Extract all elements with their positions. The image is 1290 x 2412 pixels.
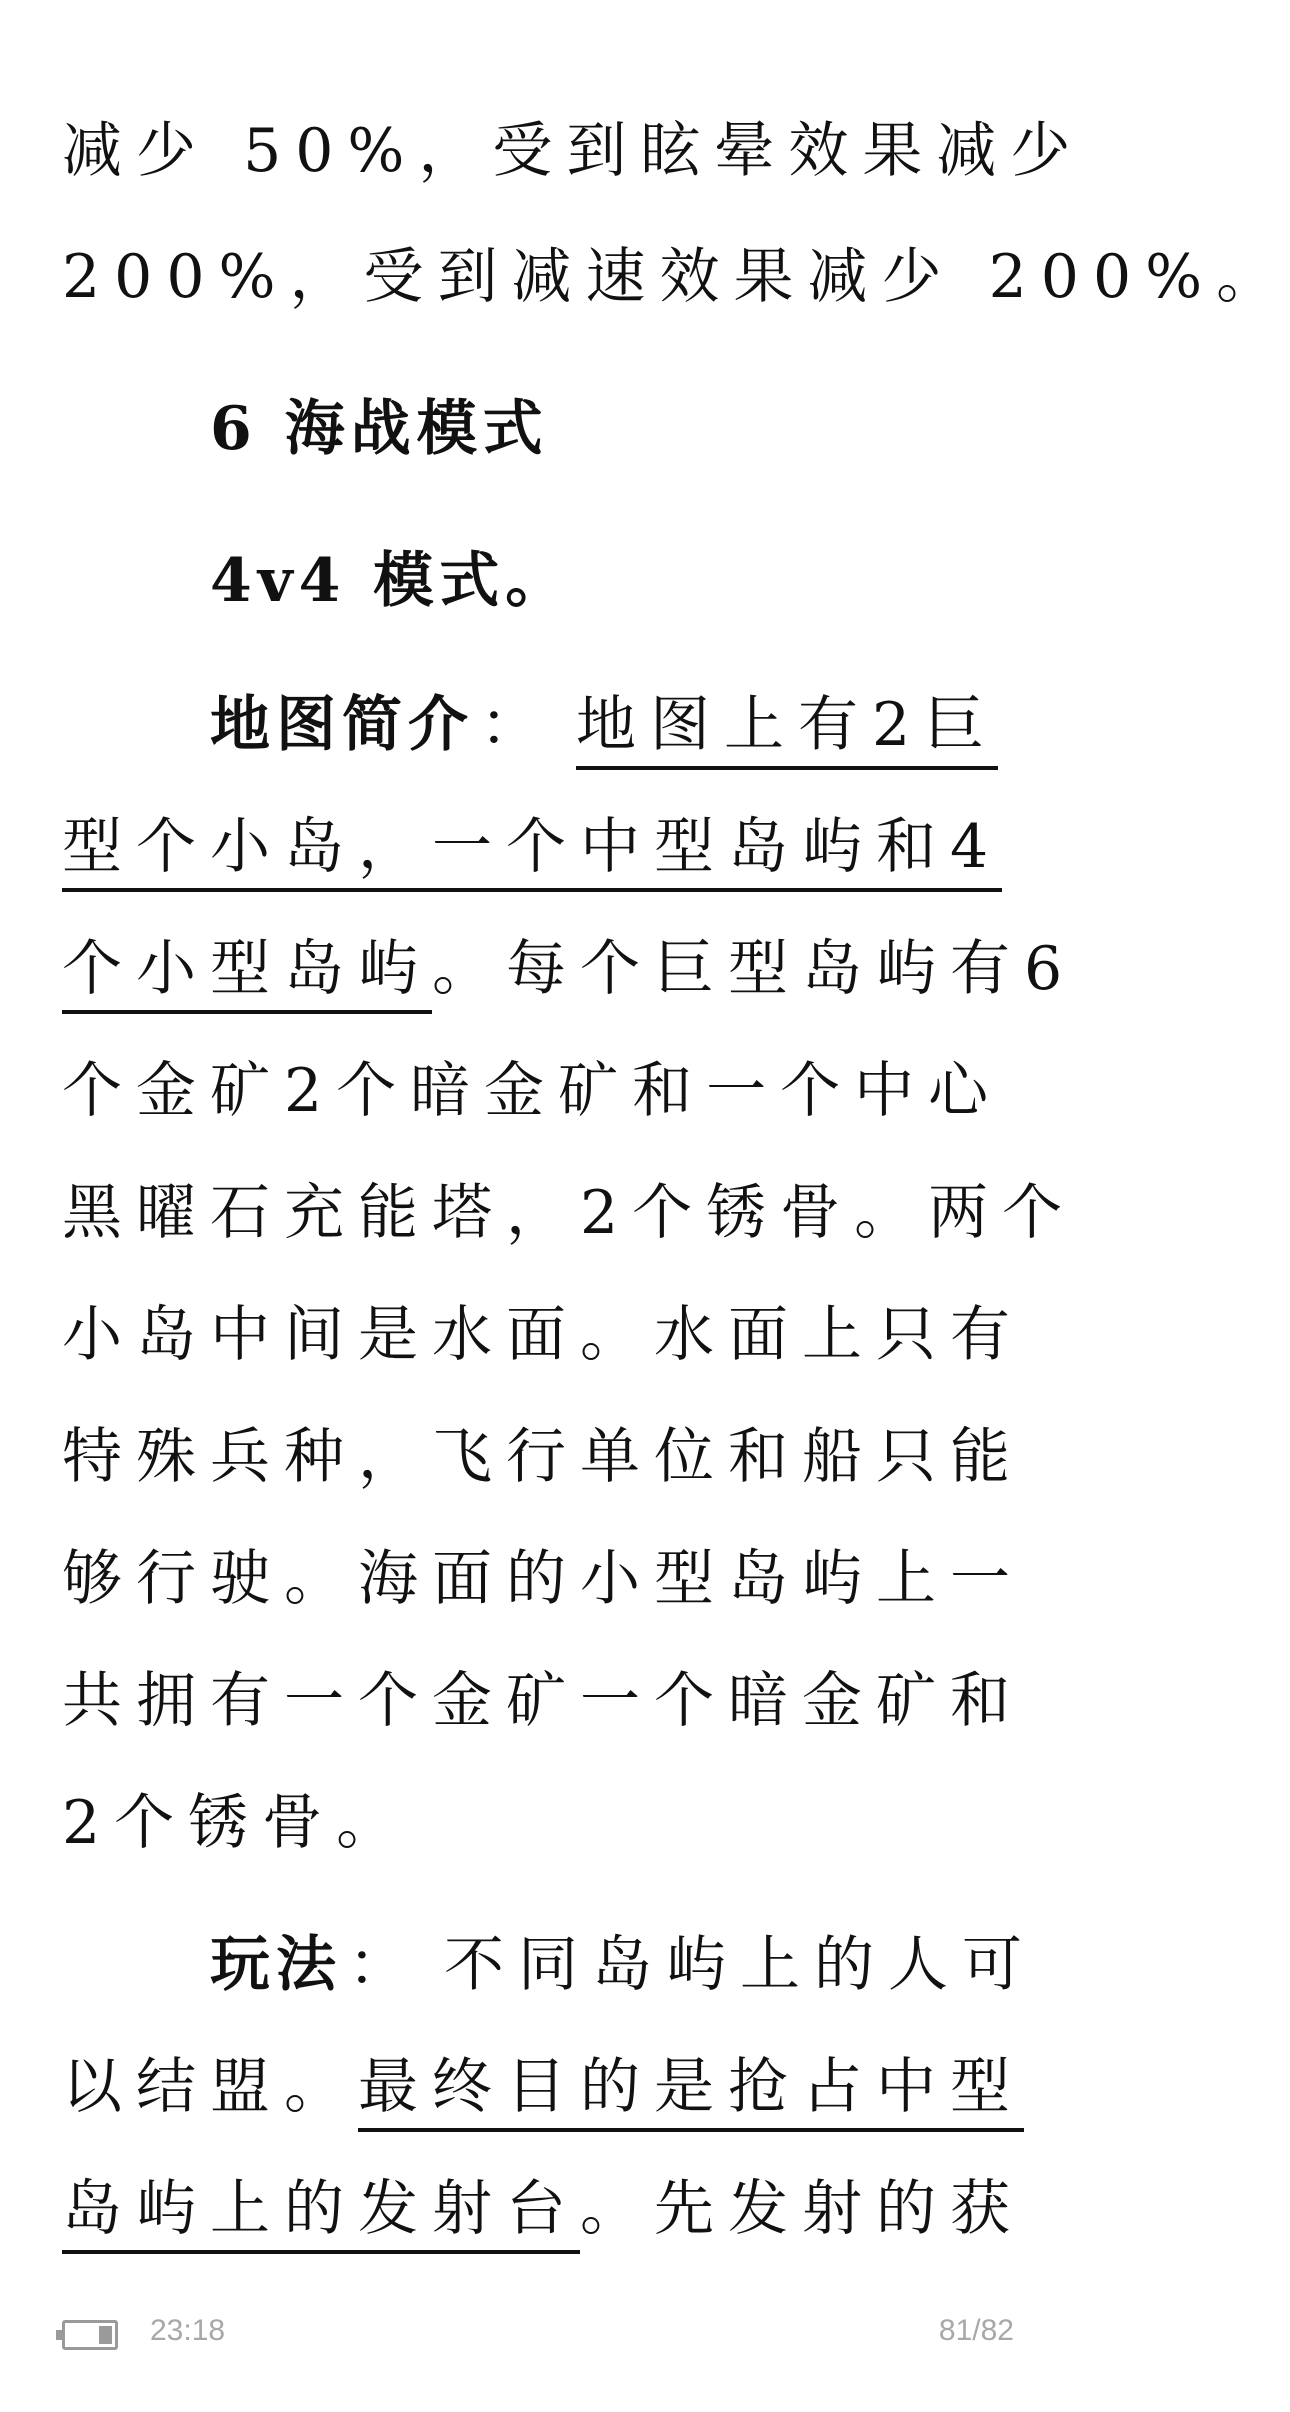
text-line [62,106,1085,196]
reader-status-bar [0,2292,1080,2412]
underlined-text: 岛屿上的发射台 [62,2174,580,2254]
battery-terminal [56,2330,62,2340]
text-line: 特殊兵种，飞行单位和船只能 [62,1422,1024,1492]
gameplay-colon: ： [348,1930,422,2000]
section-heading: 6 海战模式 [210,394,549,464]
text-line [62,2042,1024,2132]
underlined-text: 个小型岛屿 [62,934,432,1014]
text-line [62,924,1077,1014]
text-segment: 以结盟。 [62,2052,358,2122]
text-segment: 。先发射的获 [580,2174,1024,2244]
underlined-text: 最终目的是抢占中型 [358,2052,1024,2132]
text-line: 小岛中间是水面。水面上只有 [62,1300,1024,1370]
text-line: 黑曜石充能塔，2个锈骨。两个 [62,1178,1077,1248]
clock-time: 23:18 [150,2314,226,2347]
map-intro-label: 地图简介 [210,690,474,760]
battery-icon [62,2320,118,2350]
text-segment: 不同岛屿上的人可 [444,1930,1036,2000]
text-line [62,802,1010,892]
text-line [62,2164,1024,2254]
underlined-text: 地图上有2巨 [576,690,998,770]
mode-line: 4v4 模式。 [210,546,572,616]
text-line: 2个锈骨。 [62,1788,411,1858]
map-intro-colon: ： [480,690,554,760]
battery-level-fill [99,2326,112,2344]
text-line-content: 200%，受到减速效果减少 200%。 [62,242,1290,312]
text-line [62,232,1290,322]
text-line: 共拥有一个金矿一个暗金矿和 [62,1666,1024,1736]
underlined-text: 型个小岛，一个中型岛屿和4 [62,812,1002,892]
text-line: 个金矿2个暗金矿和一个中心 [62,1056,1003,1126]
text-line-content: 减少 50%，受到眩晕效果减少 [62,116,1085,186]
text-segment: 。每个巨型岛屿有6 [432,934,1077,1004]
map-intro-line [210,680,1010,770]
text-line: 够行驶。海面的小型岛屿上一 [62,1544,1024,1614]
gameplay-line [210,1920,1036,2010]
page-indicator: 81/82 [938,2314,1014,2347]
gameplay-label: 玩法 [210,1930,342,2000]
